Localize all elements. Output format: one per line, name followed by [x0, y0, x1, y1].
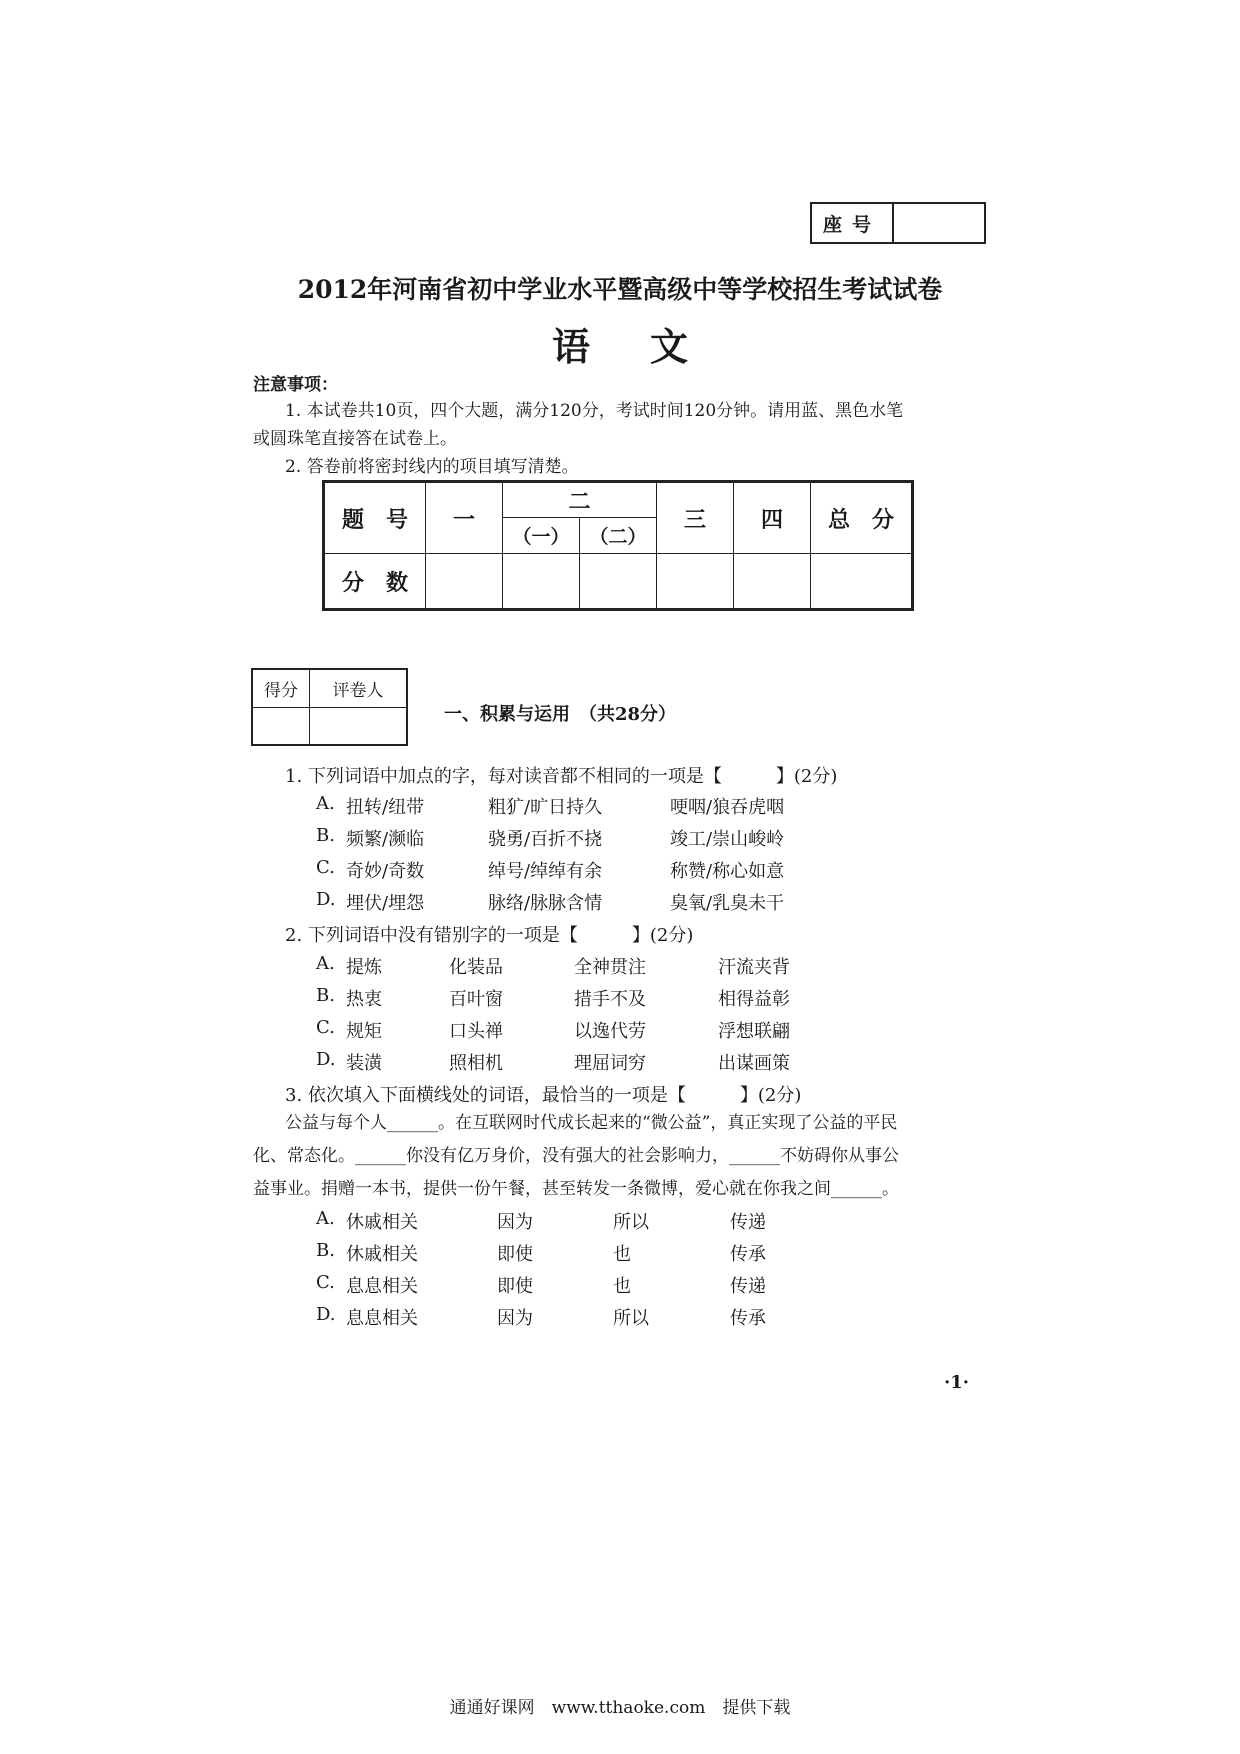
q1-option-a-pair-3: 哽咽/狼吞虎咽 — [670, 797, 785, 818]
q1-option-c-pair-2: 绰号/绰绰有余 — [488, 861, 603, 882]
col-header-2-sub-2: （二） — [580, 518, 657, 554]
score-table — [322, 480, 914, 611]
q3-option-c-word-2: 即使 — [497, 1276, 533, 1297]
q1-option-b-pair-2: 骁勇/百折不挠 — [488, 829, 603, 850]
q3-passage-line-3: 益事业。捐赠一本书，提供一份午餐，甚至转发一条微博，爱心就在你我之间______。 — [253, 1179, 899, 1199]
score-cell-total[interactable] — [811, 554, 913, 610]
q1-option-a-pair-2: 粗犷/旷日持久 — [488, 797, 603, 818]
q1-option-c-label: C. — [316, 857, 335, 878]
q3-passage-line-1: 公益与每个人______。在互联网时代成长起来的“微公益”，真正实现了公益的平民 — [285, 1113, 898, 1133]
q2-option-b-label: B. — [316, 985, 335, 1006]
notice-item-2: 2. 答卷前将密封线内的项目填写清楚。 — [285, 457, 579, 477]
q2-option-c-label: C. — [316, 1017, 335, 1038]
notice-item-1-line-1: 1. 本试卷共10页，四个大题，满分120分，考试时间120分钟。请用蓝、黑色水笔 — [285, 401, 904, 421]
grader-name-cell[interactable] — [310, 707, 408, 745]
q3-option-c-word-4: 传递 — [730, 1276, 766, 1297]
score-cell-2-1[interactable] — [503, 554, 580, 610]
q3-option-b-word-4: 传承 — [730, 1244, 766, 1265]
q3-passage-line-2: 化、常态化。______你没有亿万身价，没有强大的社会影响力，______不妨碍你从事公 — [253, 1146, 899, 1166]
q2-option-d-word-2: 照相机 — [449, 1053, 503, 1074]
page-number: ·1· — [944, 1372, 970, 1393]
q3-option-c-label: C. — [316, 1272, 335, 1293]
score-cell-3[interactable] — [657, 554, 734, 610]
grader-table — [251, 668, 408, 746]
seat-number-box — [810, 202, 986, 244]
q2-option-d-word-4: 出谋画策 — [718, 1053, 790, 1074]
col-header-1: 一 — [426, 482, 503, 554]
q2-option-b-word-2: 百叶窗 — [449, 989, 503, 1010]
col-header-2-sub-1: （一） — [503, 518, 580, 554]
q2-option-c-word-2: 口头禅 — [449, 1021, 503, 1042]
q3-option-c-word-1: 息息相关 — [346, 1276, 418, 1297]
subject-title: 语文 — [551, 324, 748, 369]
question-1-stem: 1. 下列词语中加点的字，每对读音都不相同的一项是【 】(2分) — [285, 766, 838, 787]
notice-heading: 注意事项： — [253, 375, 338, 395]
score-cell-1[interactable] — [426, 554, 503, 610]
q1-option-a-label: A. — [316, 793, 335, 814]
q1-option-c-pair-3: 称赞/称心如意 — [670, 861, 785, 882]
q2-option-a-label: A. — [316, 953, 335, 974]
q3-option-a-word-4: 传递 — [730, 1212, 766, 1233]
col-header-total: 总 分 — [811, 482, 913, 554]
col-header-4: 四 — [734, 482, 811, 554]
q1-option-c-pair-1: 奇妙/奇数 — [346, 861, 425, 882]
q2-option-b-word-4: 相得益彰 — [718, 989, 790, 1010]
row-label-score: 分 数 — [324, 554, 426, 610]
q1-option-d-pair-1: 埋伏/埋怨 — [346, 893, 425, 914]
q2-option-a-word-2: 化装品 — [449, 957, 503, 978]
q2-option-a-word-3: 全神贯注 — [574, 957, 646, 978]
col-header-3: 三 — [657, 482, 734, 554]
footer-credit: 通通好课网 www.tthaoke.com 提供下载 — [449, 1698, 791, 1718]
grader-label: 评卷人 — [310, 669, 408, 707]
q1-option-b-label: B. — [316, 825, 335, 846]
q2-option-c-word-3: 以逸代劳 — [574, 1021, 646, 1042]
question-2-stem: 2. 下列词语中没有错别字的一项是【 】(2分) — [285, 925, 694, 946]
notice-item-1-line-2: 或圆珠笔直接答在试卷上。 — [253, 429, 457, 449]
q3-option-d-word-4: 传承 — [730, 1308, 766, 1329]
seat-number-field[interactable] — [894, 204, 984, 242]
q2-option-a-word-4: 汗流夹背 — [718, 957, 790, 978]
q3-option-a-word-3: 所以 — [613, 1212, 649, 1233]
q3-option-b-word-2: 即使 — [497, 1244, 533, 1265]
q1-option-b-pair-3: 竣工/崇山峻岭 — [670, 829, 785, 850]
q3-option-d-word-2: 因为 — [497, 1308, 533, 1329]
section-score-cell[interactable] — [252, 707, 310, 745]
q3-option-d-word-3: 所以 — [613, 1308, 649, 1329]
exam-title: 2012年河南省初中学业水平暨高级中等学校招生考试试卷 — [297, 275, 943, 304]
q1-option-a-pair-1: 扭转/纽带 — [346, 797, 425, 818]
score-label: 得分 — [252, 669, 310, 707]
score-cell-2-2[interactable] — [580, 554, 657, 610]
col-header-2: 二 — [503, 482, 657, 518]
q2-option-a-word-1: 提炼 — [346, 957, 382, 978]
section-1-heading: 一、积累与运用 （共28分） — [444, 704, 677, 725]
q2-option-c-word-1: 规矩 — [346, 1021, 382, 1042]
q3-option-b-word-1: 休戚相关 — [346, 1244, 418, 1265]
q2-option-b-word-1: 热衷 — [346, 989, 382, 1010]
q2-option-d-word-3: 理屈词穷 — [574, 1053, 646, 1074]
q2-option-d-word-1: 装潢 — [346, 1053, 382, 1074]
q2-option-c-word-4: 浮想联翩 — [718, 1021, 790, 1042]
q3-option-b-label: B. — [316, 1240, 335, 1261]
q3-option-a-word-2: 因为 — [497, 1212, 533, 1233]
q3-option-c-word-3: 也 — [613, 1276, 631, 1297]
q1-option-d-label: D. — [316, 889, 336, 910]
q2-option-b-word-3: 措手不及 — [574, 989, 646, 1010]
q1-option-d-pair-2: 脉络/脉脉含情 — [488, 893, 603, 914]
question-3-stem: 3. 依次填入下面横线处的词语，最恰当的一项是【 】(2分) — [285, 1085, 802, 1106]
score-cell-4[interactable] — [734, 554, 811, 610]
q3-option-b-word-3: 也 — [613, 1244, 631, 1265]
seat-number-label: 座号 — [812, 204, 894, 242]
row-label-question-no: 题 号 — [324, 482, 426, 554]
q3-option-d-word-1: 息息相关 — [346, 1308, 418, 1329]
q3-option-a-word-1: 休戚相关 — [346, 1212, 418, 1233]
q1-option-b-pair-1: 频繁/濒临 — [346, 829, 425, 850]
q3-option-a-label: A. — [316, 1208, 335, 1229]
q2-option-d-label: D. — [316, 1049, 336, 1070]
q3-option-d-label: D. — [316, 1304, 336, 1325]
q1-option-d-pair-3: 臭氧/乳臭未干 — [670, 893, 785, 914]
